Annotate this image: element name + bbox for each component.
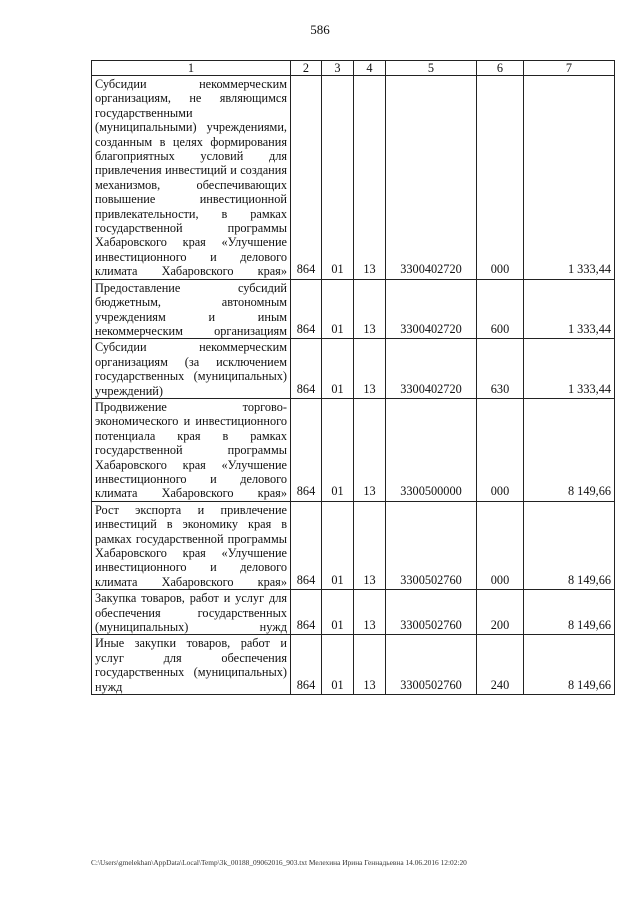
row-col-6: 600	[477, 279, 524, 339]
row-col-7: 8 149,66	[524, 590, 615, 635]
table-row	[92, 398, 615, 501]
row-col-4: 13	[354, 279, 386, 339]
row-col-4: 13	[354, 635, 386, 695]
row-col-5: 3300502760	[386, 590, 477, 635]
row-col-5: 3300402720	[386, 76, 477, 280]
row-col-5: 3300402720	[386, 279, 477, 339]
row-col-5: 3300502760	[386, 635, 477, 695]
row-col-6: 200	[477, 590, 524, 635]
header-col-3: 3	[322, 61, 354, 76]
row-col-6: 000	[477, 398, 524, 501]
footer-file-path: C:\Users\gmelekhan\AppData\Local\Temp\3k_00188_09062016_903.txt Мелехина Ирина Геннадьевна 14.06.2016 12:02:20	[91, 858, 467, 867]
table-row	[92, 76, 615, 280]
row-description: Субсидии некоммерческим организациям, не являющимся государственными (муниципальными) учреждениями, созданным в целях формирования благоприятных условий для привлечения инвестиций и создания механизмов, обеспечивающих повышение инвестиционной привлекательности, в рамках государственной программы Хабаровского края «Улучшение инвестиционного и делового климата Хабаровского края»	[92, 76, 291, 280]
row-col-7: 8 149,66	[524, 635, 615, 695]
row-col-7: 8 149,66	[524, 398, 615, 501]
row-col-3: 01	[322, 398, 354, 501]
row-col-2: 864	[291, 398, 322, 501]
row-col-5: 3300500000	[386, 398, 477, 501]
row-description: Закупка товаров, работ и услуг для обеспечения государственных (муниципальных) нужд	[92, 590, 291, 635]
header-col-6: 6	[477, 61, 524, 76]
row-col-2: 864	[291, 279, 322, 339]
table-row	[92, 339, 615, 399]
row-col-4: 13	[354, 76, 386, 280]
row-col-4: 13	[354, 398, 386, 501]
header-col-2: 2	[291, 61, 322, 76]
table-row	[92, 635, 615, 695]
row-col-6: 240	[477, 635, 524, 695]
row-col-7: 1 333,44	[524, 76, 615, 280]
table-row	[92, 590, 615, 635]
header-col-5: 5	[386, 61, 477, 76]
row-description: Иные закупки товаров, работ и услуг для обеспечения государственных (муниципальных) нужд	[92, 635, 291, 695]
row-col-3: 01	[322, 635, 354, 695]
row-col-3: 01	[322, 339, 354, 399]
table-row	[92, 501, 615, 589]
row-col-2: 864	[291, 635, 322, 695]
row-col-6: 630	[477, 339, 524, 399]
table-row	[92, 279, 615, 339]
header-col-4: 4	[354, 61, 386, 76]
row-col-2: 864	[291, 590, 322, 635]
row-description: Субсидии некоммерческим организациям (за исключением государственных (муниципальных) учреждений)	[92, 339, 291, 399]
row-col-2: 864	[291, 501, 322, 589]
row-col-7: 1 333,44	[524, 339, 615, 399]
row-description: Продвижение торгово-экономического и инвестиционного потенциала края в рамках государственной программы Хабаровского края «Улучшение инвестиционного и делового климата Хабаровского края»	[92, 398, 291, 501]
row-col-7: 8 149,66	[524, 501, 615, 589]
row-col-3: 01	[322, 590, 354, 635]
row-col-6: 000	[477, 501, 524, 589]
row-col-3: 01	[322, 279, 354, 339]
header-col-7: 7	[524, 61, 615, 76]
row-col-4: 13	[354, 590, 386, 635]
row-col-4: 13	[354, 501, 386, 589]
row-col-5: 3300402720	[386, 339, 477, 399]
budget-table	[91, 60, 615, 695]
table-header-row	[92, 61, 615, 76]
header-col-1: 1	[92, 61, 291, 76]
row-col-4: 13	[354, 339, 386, 399]
row-description: Предоставление субсидий бюджетным, автономным учреждениям и иным некоммерческим организациям	[92, 279, 291, 339]
row-col-5: 3300502760	[386, 501, 477, 589]
row-col-3: 01	[322, 76, 354, 280]
row-col-6: 000	[477, 76, 524, 280]
row-col-3: 01	[322, 501, 354, 589]
page-number: 586	[310, 22, 330, 37]
row-col-7: 1 333,44	[524, 279, 615, 339]
row-col-2: 864	[291, 339, 322, 399]
row-description: Рост экспорта и привлечение инвестиций в экономику края в рамках государственной программы Хабаровского края «Улучшение инвестиционного и делового климата Хабаровского края»	[92, 501, 291, 589]
row-col-2: 864	[291, 76, 322, 280]
